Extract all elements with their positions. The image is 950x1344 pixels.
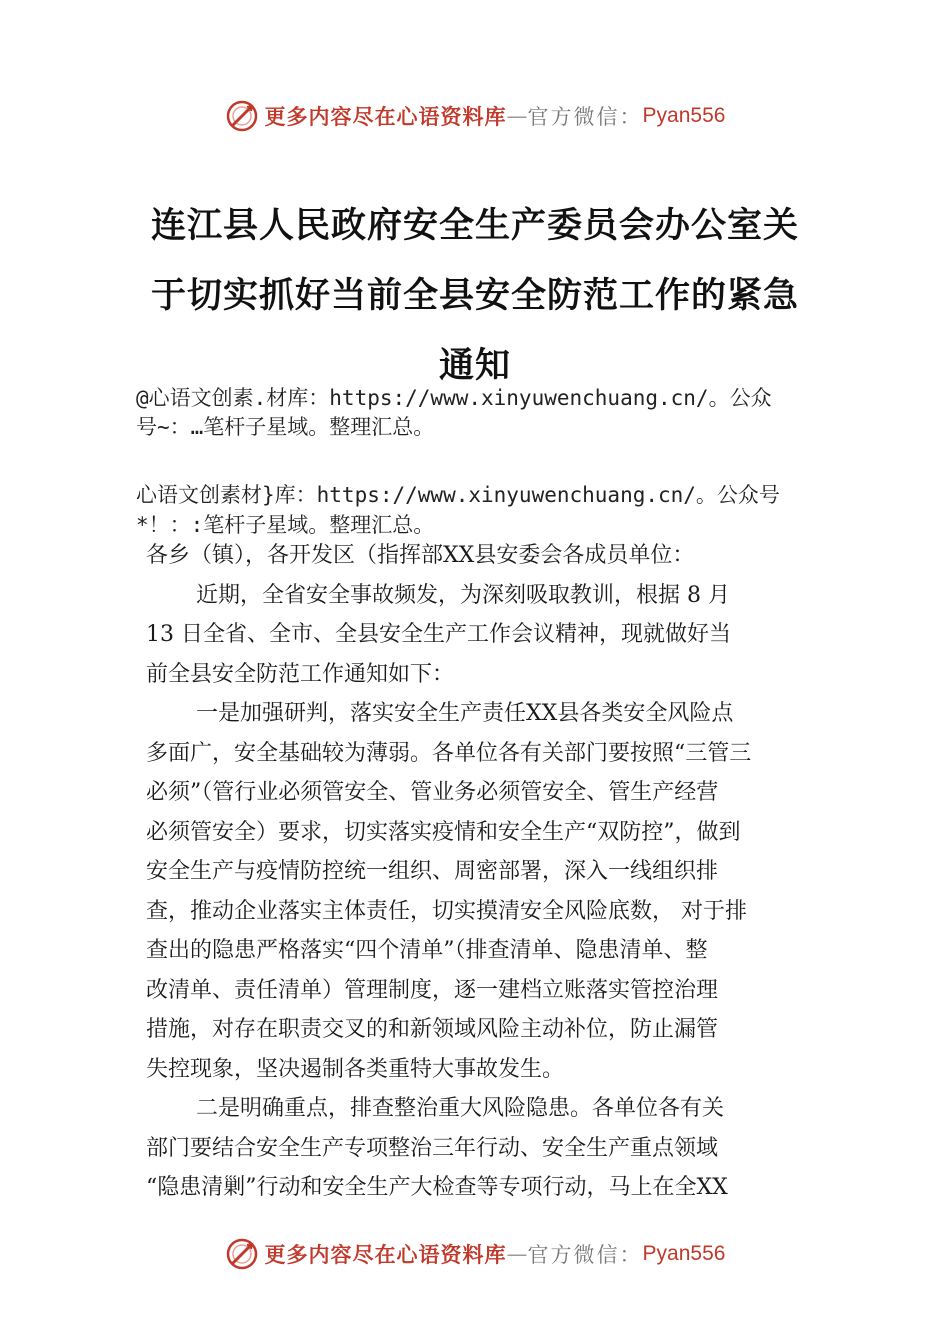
footer-banner <box>0 1234 950 1274</box>
document-body <box>146 536 836 1208</box>
banner-wechat-label: 官方微信： <box>527 105 643 129</box>
document-title-line-2: 于切实抓好当前全县安全防范工作的紧急 <box>150 275 799 316</box>
body-line: 查，推动企业落实主体责任，切实摸清安全风险底数， 对于排 <box>146 898 747 924</box>
body-line: 前全县安全防范工作通知如下： <box>146 661 455 687</box>
body-line: 改清单、责任清单）管理制度，逐一建档立账落实管控治理 <box>146 977 719 1003</box>
body-line: 失控现象，坚决遏制各类重特大事故发生。 <box>146 1056 565 1082</box>
banner-separator: — <box>506 104 528 128</box>
document-title-line-3: 通知 <box>438 345 511 386</box>
banner-wechat-label: 官方微信： <box>527 1243 643 1267</box>
banner-main-text: 更多内容尽在心语资料库 <box>264 1243 507 1267</box>
banner-wechat-id: Pyan556 <box>642 1242 726 1265</box>
body-line: 一是加强研判，落实安全生产责任XX县各类安全风险点 <box>196 701 734 726</box>
body-line: 部门要结合安全生产专项整治三年行动、安全生产重点领域 <box>146 1135 719 1161</box>
body-line: 安全生产与疫情防控统一组织、周密部署，深入一线组织排 <box>146 859 719 884</box>
brand-logo-icon <box>225 99 259 133</box>
banner-separator: — <box>506 1242 528 1266</box>
body-line: 近期，全省安全事故频发，为深刻吸取教训，根据 8 月 <box>196 582 730 608</box>
source-note-line-1: @心语文创素.材库：https://www.xinyuwenchuang.cn/。公众 <box>136 386 772 410</box>
body-line: 必须管安全）要求，切实落实疫情和安全生产“双防控”，做到 <box>146 819 741 845</box>
banner-main-text: 更多内容尽在心语资料库 <box>264 105 507 129</box>
header-banner <box>0 96 950 136</box>
source-note-line-2: 号~：…笔杆子星域。整理汇总。 <box>136 415 435 439</box>
brand-logo-icon <box>225 1237 259 1271</box>
body-line: 必须”（管行业必须管安全、管业务必须管安全、管生产经营 <box>146 780 719 805</box>
body-line: 查出的隐患严格落实“四个清单”（排查清单、隐患清单、整 <box>146 938 708 963</box>
source-note-line-3: 心语文创素材}库：https://www.xinyuwenchuang.cn/。公众号 <box>136 483 780 507</box>
banner-wechat-id: Pyan556 <box>642 104 726 127</box>
source-note-line-4: *！：:笔杆子星域。整理汇总。 <box>136 513 435 537</box>
document-title-line-1: 连江县人民政府安全生产委员会办公室关 <box>150 205 799 246</box>
salutation-line: 各乡（镇），各开发区（指挥部XX县安委会各成员单位： <box>146 543 695 568</box>
body-line: “隐患清剿”行动和安全生产大检查等专项行动，马上在全XX <box>146 1175 728 1200</box>
body-line: 13 日全省、全市、全县安全生产工作会议精神，现就做好当 <box>146 622 731 647</box>
body-line: 措施，对存在职责交叉的和新领域风险主动补位，防止漏管 <box>146 1017 719 1042</box>
body-line: 二是明确重点，排查整治重大风险隐患。各单位各有关 <box>196 1096 725 1121</box>
body-line: 多面广，安全基础较为薄弱。各单位各有关部门要按照“三管三 <box>146 740 752 766</box>
